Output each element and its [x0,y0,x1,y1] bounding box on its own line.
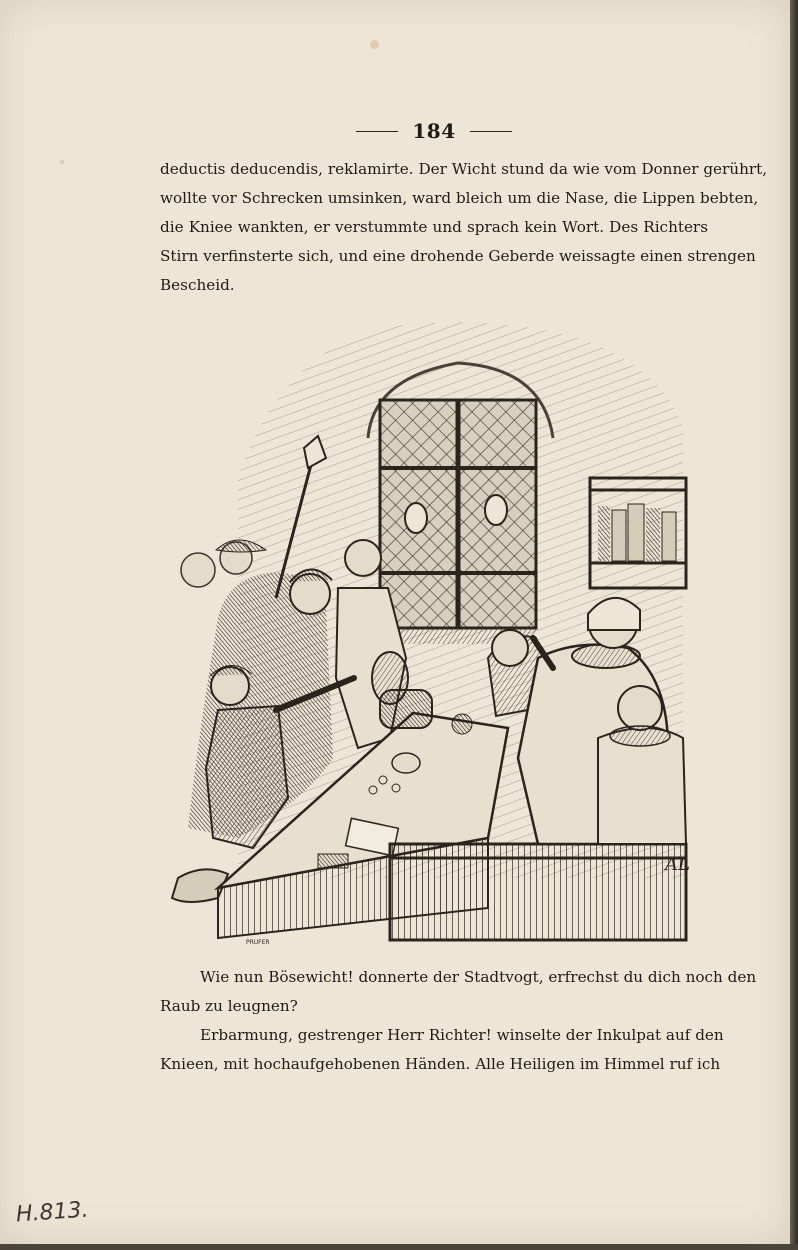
text-line: Wie nun Bösewicht! donnerte der Stadtvogt, erfrechst du dich noch den [200,968,757,986]
money-bag [380,690,432,728]
library-shelfmark: H.813. [15,1197,90,1228]
clerk-head [492,630,528,666]
text-line: Raub zu leugnen? [160,997,298,1015]
text-line: Bescheid. [160,276,235,294]
guard-head [181,553,215,587]
text-line: Knieen, mit hochaufgehobenen Händen. Alle Heiligen im Himmel ruf ich [160,1055,721,1073]
text-line: Erbarmung, gestrenger Herr Richter! winselte der Inkulpat auf den [200,1026,724,1044]
page-header [160,116,708,146]
standing-man-head [345,540,381,576]
header-rule-left [356,131,398,132]
page-number: 184 [412,119,456,143]
page-edge-right [790,0,798,1250]
foxing-spot [60,160,64,164]
engraver-signature: PRUFER [246,939,270,946]
text-line: Stirn verfinsterte sich, und eine drohende Geberde weissagte einen strengen [160,247,756,265]
header-rule-right [470,131,512,132]
courtroom-engraving [158,318,690,946]
artist-monogram: AL [665,854,690,875]
text-line: deductis deducendis, reklamirte. Der Wicht stund da wie vom Donner gerührt, [160,160,768,178]
engraving-illustration [158,318,690,946]
foxing-spot [370,40,379,49]
page-edge-bottom [0,1244,798,1250]
text-line: die Kniee wankten, er verstummte und sprach kein Wort. Des Richters [160,218,708,236]
second-judge-head [618,686,662,730]
text-line: wollte vor Schrecken umsinken, ward bleich um die Nase, die Lippen bebten, [160,189,759,207]
text-block-top [160,155,768,300]
text-block-bottom [160,963,757,1079]
